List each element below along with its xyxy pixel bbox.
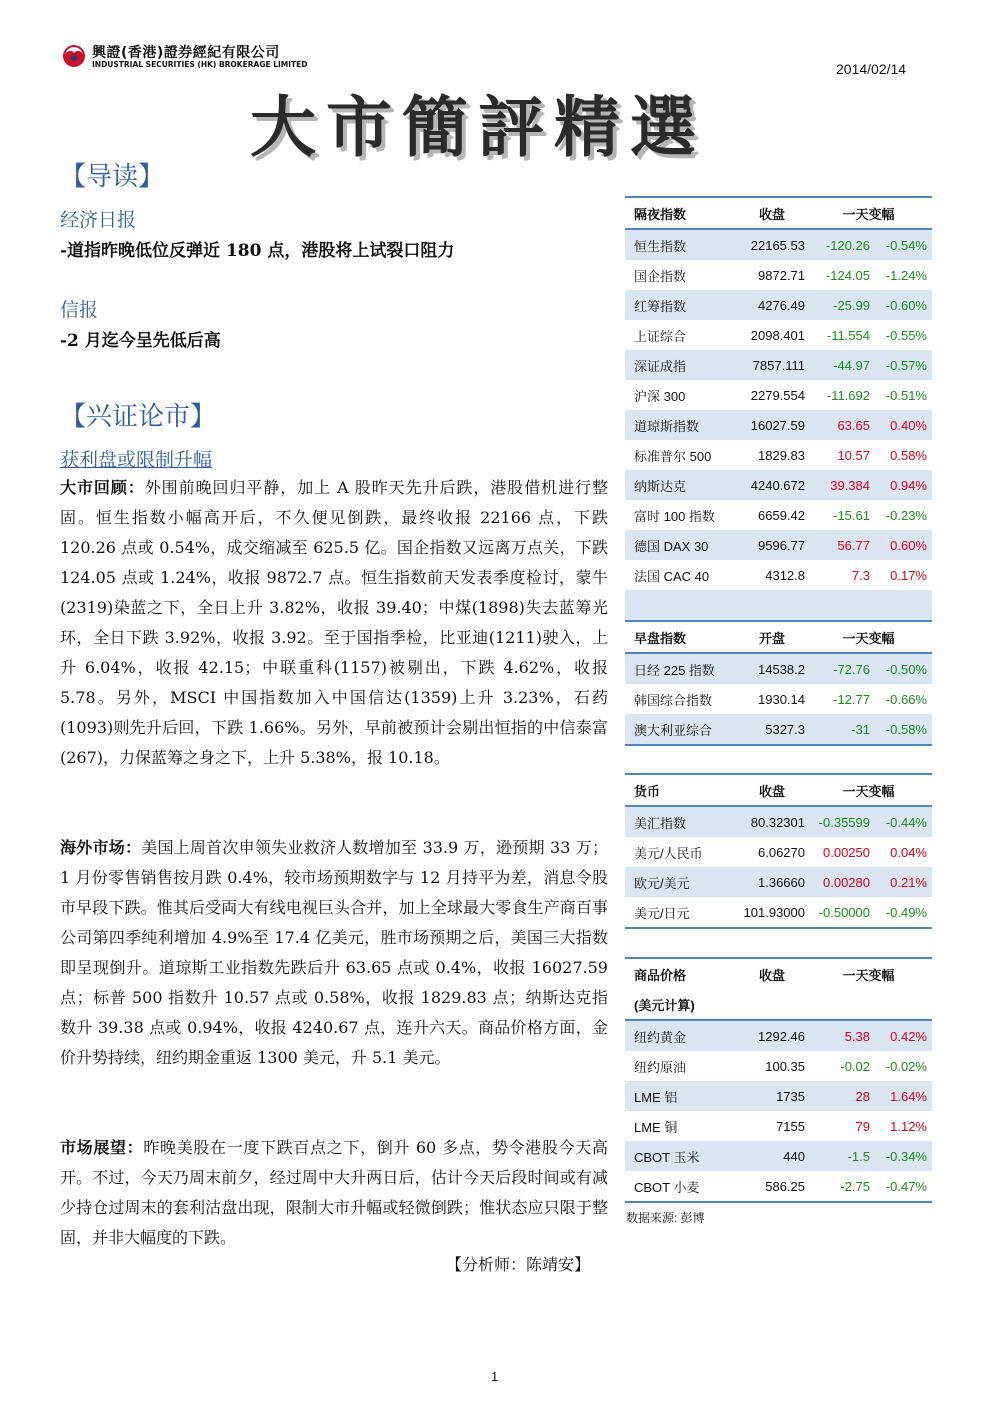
row-close: 14538.2 [739,653,809,684]
row-close: 7857.111 [739,350,809,380]
guide-headline-1: -道指昨晚低位反弹近 180 点，港股将上试裂口阻力 [60,241,455,261]
table-header: 一天变幅 [809,958,932,989]
currency-table [625,773,932,929]
row-change: 39.384 [809,470,874,500]
row-close: 22165.53 [739,229,809,260]
row-change: -124.05 [825,267,870,283]
row-change: 0.00280 [809,867,874,897]
row-percent: -0.34% [874,1141,932,1171]
row-percent: 0.40% [874,410,932,440]
row-percent: -0.60% [874,290,932,320]
row-name: 道琼斯指数 [625,410,739,440]
paragraph-text: 昨晚美股在一度下跌百点之下，倒升 60 多点，势令港股今天高开。不过，今天乃周末前夕，经过周中大升两日后，估计今天后段时间或有减少持仓过周末的套利沽盘出现，限制大市升幅或轻微倒跌；惟状态应只限于整固，并非大幅度的下跌。 [60,1138,608,1247]
row-change: -0.02 [840,1058,870,1074]
row-percent: -0.23% [885,507,927,523]
row-percent: 1.64% [874,1081,932,1111]
row-name: 纽约原油 [634,1059,687,1075]
table-header: 隔夜指数 [625,197,739,229]
table-row [625,470,932,500]
row-change: 7.3 [851,567,870,583]
row-percent: -0.44% [874,806,932,837]
row-change: -44.97 [809,350,874,380]
overnight-index-table [625,196,932,622]
table-header: 货币 [625,774,739,806]
row-percent: -0.58% [874,714,932,745]
page-number: 1 [491,1369,499,1384]
row-change: -25.99 [809,290,874,320]
table-header-row [625,774,932,806]
row-name: 恒生指数 [625,229,739,260]
row-change: -11.554 [826,327,870,343]
article-title: 获利盘或限制升幅 [60,449,213,471]
row-change: 79 [855,1118,870,1134]
row-name: 深证成指 [625,350,739,380]
row-name: 国企指数 [634,268,687,284]
paragraph-overseas-market [60,833,608,1073]
table-header: 早盘指数 [625,621,739,653]
row-percent: 0.21% [874,867,932,897]
row-name: 日经 225 指数 [625,653,739,684]
row-percent: 0.58% [890,447,927,463]
row-close: 440 [739,1141,809,1171]
row-change: -1.5 [809,1141,874,1171]
company-name-en: INDUSTRIAL SECURITIES (HK) BROKERAGE LIMITED [92,60,308,69]
table-row [625,290,932,320]
row-change: -11.692 [826,387,870,403]
row-close: 80.32301 [739,806,809,837]
table-row [625,440,932,470]
row-percent: -0.51% [885,387,927,403]
paragraph-market-review [60,473,608,773]
row-change: -72.76 [809,653,874,684]
table-header-row [625,958,932,989]
row-change: -2.75 [809,1171,874,1202]
row-close: 5327.3 [739,714,809,745]
guide-heading: 【导读】 [60,162,165,192]
row-close: 1930.14 [758,691,805,707]
row-close: 4240.672 [739,470,809,500]
row-close: 1829.83 [758,447,805,463]
row-change: -120.26 [809,229,874,260]
row-name: LME 铜 [634,1119,678,1135]
row-close: 9872.71 [758,267,805,283]
table-row [625,653,932,684]
row-name: 纳斯达克 [625,470,739,500]
row-name: 标准普尔 500 [634,448,712,464]
table-subheader-row [625,989,932,1020]
table-row [625,806,932,837]
row-percent: -0.50% [874,653,932,684]
row-percent: 0.17% [890,567,927,583]
table-row [625,410,932,440]
table-header: 收盘 [739,774,809,806]
row-percent: -0.57% [874,350,932,380]
table-header: 一天变幅 [809,197,932,229]
row-percent: -0.55% [885,327,927,343]
row-name: 韩国综合指数 [634,692,713,708]
table-row [625,380,932,410]
row-name: CBOT 小麦 [625,1171,739,1202]
row-name: 法国 CAC 40 [634,568,710,584]
row-close: 4312.8 [765,567,805,583]
row-percent: -1.24% [885,267,927,283]
table-header: 收盘 [739,958,809,989]
row-change: 63.65 [809,410,874,440]
table-row [625,897,932,928]
table-row [625,1171,932,1202]
row-percent: -0.54% [874,229,932,260]
row-name: 德国 DAX 30 [625,530,739,560]
table-header-row [625,197,932,229]
row-close: 1735 [739,1081,809,1111]
table-row [625,837,932,867]
row-percent: -0.49% [874,897,932,928]
commentary-heading: 【兴证论市】 [60,402,217,432]
row-close: 9596.77 [739,530,809,560]
paragraph-market-outlook [60,1133,608,1253]
row-percent: 1.12% [890,1118,927,1134]
row-change: 5.38 [809,1020,874,1051]
row-close: 7155 [776,1118,805,1134]
guide-headline-2: -2 月迄今呈先低后高 [60,331,221,351]
row-change: 56.77 [809,530,874,560]
table-row [625,530,932,560]
paragraph-label: 海外市场： [60,838,142,857]
row-close: 2279.554 [750,387,805,403]
row-name: 美元/日元 [625,897,739,928]
row-percent: -0.02% [885,1058,927,1074]
row-name: 红筹指数 [625,290,739,320]
table-row [625,320,932,350]
table-row [625,1051,932,1081]
row-change: -12.77 [833,691,870,707]
paragraph-label: 大市回顾： [60,478,145,497]
paragraph-text: 外围前晚回归平静，加上 A 股昨天先升后跌，港股借机进行整固。恒生指数小幅高开后，不久便见倒跌，最终收报 22166 点，下跌 120.26 点或 0.54%，成交缩减至 625.5 亿。国企指数又远离万点关，下跌 124.05 点或 1.24%，收报 9872.7 点。恒生指数前天发表季度检讨，蒙牛(2319)染蓝之下，全日上升 3.82%，收报 39.40；中煤(1898)失去蓝筹光环，全日下跌 3.92%，收报 3.92。至于国指季检，比亚迪(1211)驶入，上升 6.04%，收报 42.15；中联重科(1157)被剔出，下跌 4.62%，收报 5.78。另外，MSCI 中国指数加入中国信达(1359)上升 3.23%，石药(1093)则先升后回，下跌 1.66%。另外，早前被预计会剔出恒指的中信泰富(267)，力保蓝筹之身之下，上升 5.38%，报 10.18。 [60,478,608,767]
row-change: -31 [809,714,874,745]
row-close: 16027.59 [739,410,809,440]
row-percent: 0.60% [874,530,932,560]
paragraph-text: 美国上周首次申领失业救济人数增加至 33.9 万，逊预期 33 万；1 月份零售销售按月跌 0.4%，较市场预期数字与 12 月持平为差，消息令股市早段下跌。惟其后受両大有线电视巨头合并，加上全球最大零食生产商百事公司第四季纯利增加 4.9%至 17.4 亿美元，胜市场预期之后，美国三大指数即呈现倒升。道琼斯工业指数先跌后升 63.65 点或 0.4%，收报 16027.59 点；标普 500 指数升 10.57 点或 0.58%，收报 1829.83 点；纳斯达克指数升 39.38 点或 0.94%，收报 4240.67 点，连升六天。商品价格方面，金价升势持续，纽约期金重返 1300 美元，升 5.1 美元。 [60,838,608,1067]
row-name: CBOT 玉米 [625,1141,739,1171]
company-logo-icon [62,44,86,68]
table-row [625,684,932,714]
row-change: -15.61 [833,507,870,523]
row-percent: 0.04% [890,844,927,860]
page-title: 大市簡評精選 [250,89,706,166]
company-name-cn: 興證(香港)證券經紀有限公司 [92,45,280,61]
row-close: 1292.46 [739,1020,809,1051]
row-percent: -0.47% [874,1171,932,1202]
table-header: 收盘 [739,197,809,229]
row-change: 10.57 [837,447,870,463]
row-name: 美汇指数 [625,806,739,837]
row-close: 586.25 [739,1171,809,1202]
table-header-row [625,621,932,653]
row-name: 欧元/美元 [625,867,739,897]
table-header: 开盘 [739,621,809,653]
table-row [625,1111,932,1141]
row-name: 澳大利亚综合 [625,714,739,745]
row-close: 100.35 [765,1058,805,1074]
analyst-signature: 【分析师：陈靖安】 [446,1255,591,1274]
row-name: 纽约黄金 [625,1020,739,1051]
company-logo [62,42,354,72]
report-date: 2014/02/14 [836,61,907,77]
guide-source-2: 信报 [60,299,99,321]
table-header: 一天变幅 [809,621,932,653]
row-close: 101.93000 [739,897,809,928]
row-name: 美元/人民币 [634,845,703,861]
commodity-table [625,957,932,1203]
table-subheader: (美元计算) [625,989,932,1020]
row-name: 富时 100 指数 [634,508,715,524]
table-spacer-row [625,590,932,621]
row-close: 2098.401 [750,327,805,343]
row-percent: -0.66% [885,691,927,707]
row-change: -0.50000 [809,897,874,928]
table-row [625,867,932,897]
table-row [625,229,932,260]
row-close: 6.06270 [758,844,805,860]
table-row [625,500,932,530]
row-close: 4276.49 [739,290,809,320]
row-change: 28 [809,1081,874,1111]
table-row [625,714,932,745]
data-source-note: 数据来源: 彭博 [626,1211,705,1225]
table-row [625,560,932,590]
row-name: LME 铝 [625,1081,739,1111]
guide-source-1: 经济日报 [60,209,137,231]
table-row [625,1020,932,1051]
table-row [625,350,932,380]
table-header: 一天变幅 [809,774,932,806]
row-name: 沪深 300 [634,388,686,404]
row-percent: 0.94% [874,470,932,500]
row-close: 1.36660 [739,867,809,897]
table-row [625,260,932,290]
table-row [625,1081,932,1111]
row-change: -0.35599 [809,806,874,837]
paragraph-label: 市场展望： [60,1138,144,1157]
row-change: 0.00250 [823,844,870,860]
morning-index-table [625,620,932,746]
table-header: 商品价格 [625,958,739,989]
table-row [625,1141,932,1171]
row-percent: 0.42% [874,1020,932,1051]
row-name: 上证综合 [634,328,687,344]
row-close: 6659.42 [758,507,805,523]
